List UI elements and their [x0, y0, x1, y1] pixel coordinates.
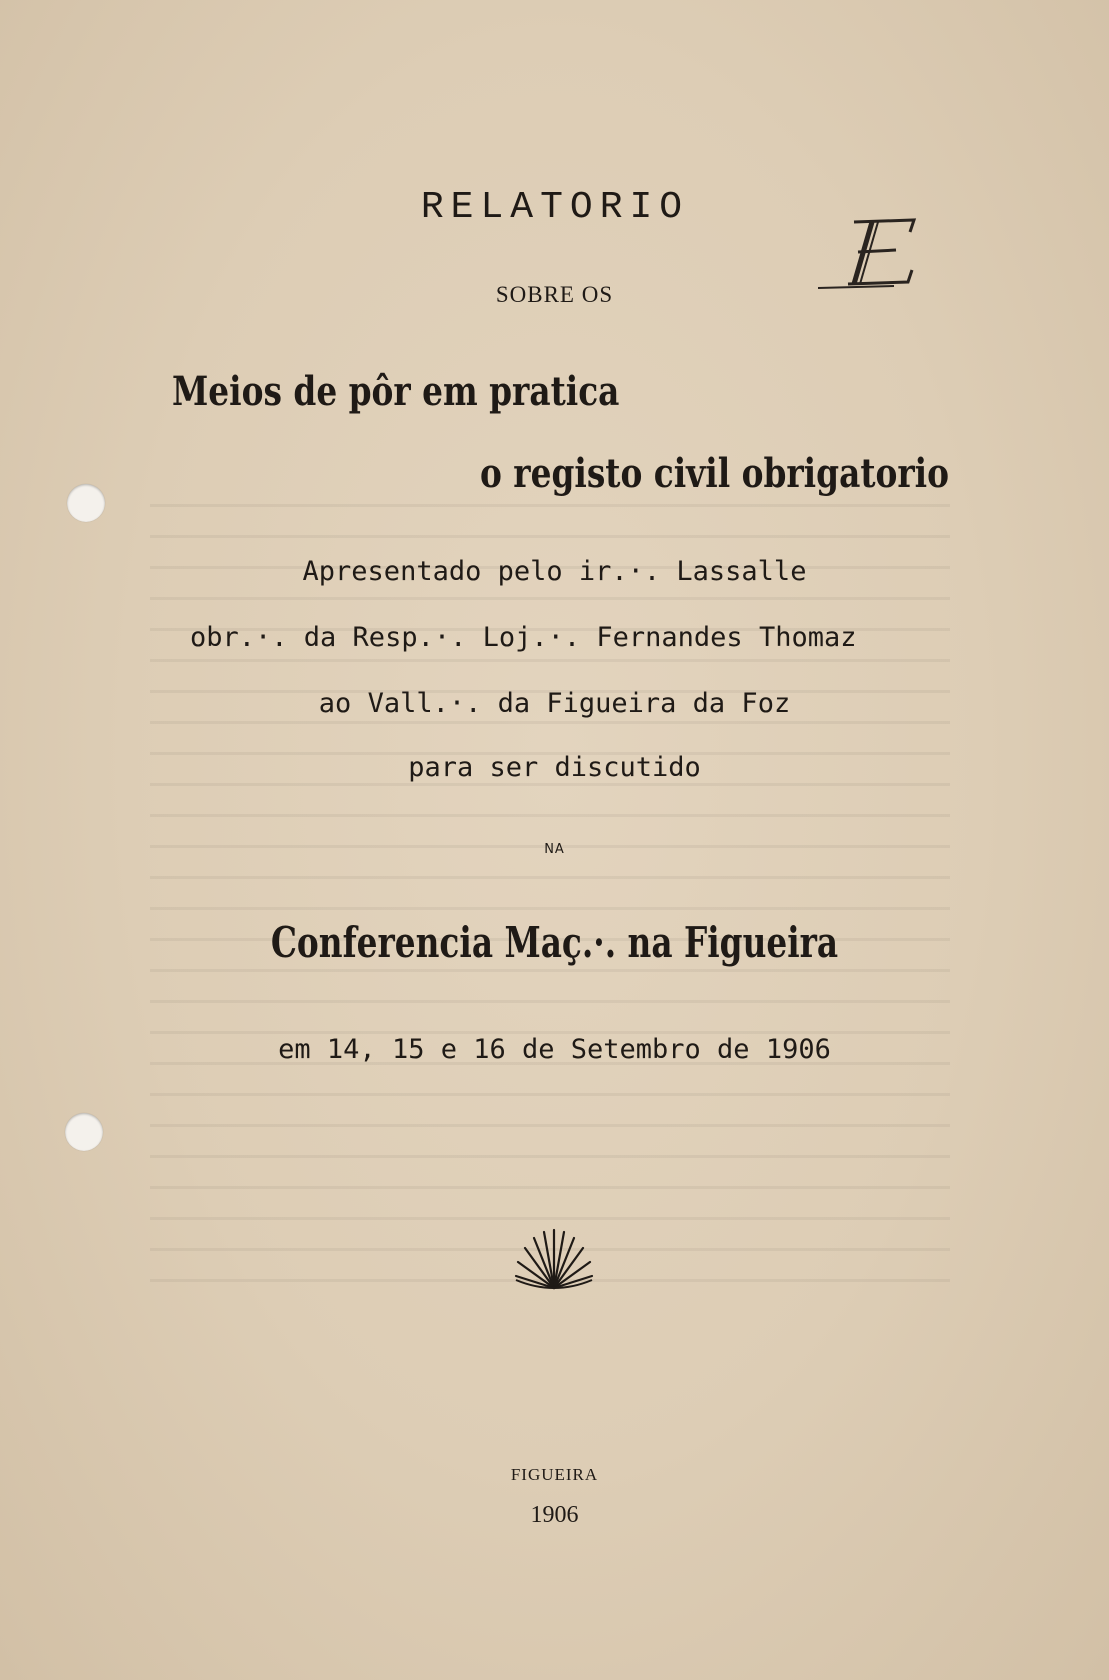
bleed-through-texture	[150, 490, 950, 1290]
document-title: RELATORIO	[420, 186, 690, 229]
print-year: 1906	[530, 1502, 579, 1528]
lodge-line: obr.·. da Resp.·. Loj.·. Fernandes Thomaz	[190, 622, 857, 653]
document-subtitle: SOBRE OS	[495, 282, 614, 307]
discussion-line: para ser discutido	[408, 752, 701, 783]
shell-ornament-icon	[512, 1222, 596, 1294]
presenter-line: Apresentado pelo ir.·. Lassalle	[302, 556, 807, 587]
conference-dates: em 14, 15 e 16 de Setembro de 1906	[278, 1034, 831, 1065]
punch-hole-top	[67, 484, 105, 522]
heading-line-2: o registo civil obrigatorio	[480, 450, 949, 497]
print-place: FIGUEIRA	[510, 1465, 599, 1484]
conference-title: Conferencia Maç.·. na Figueira	[270, 918, 839, 967]
punch-hole-bottom	[65, 1113, 103, 1151]
heading-line-1: Meios de pôr em pratica	[172, 368, 620, 415]
na-label: NA	[544, 842, 565, 857]
valley-line: ao Vall.·. da Figueira da Foz	[318, 688, 791, 719]
